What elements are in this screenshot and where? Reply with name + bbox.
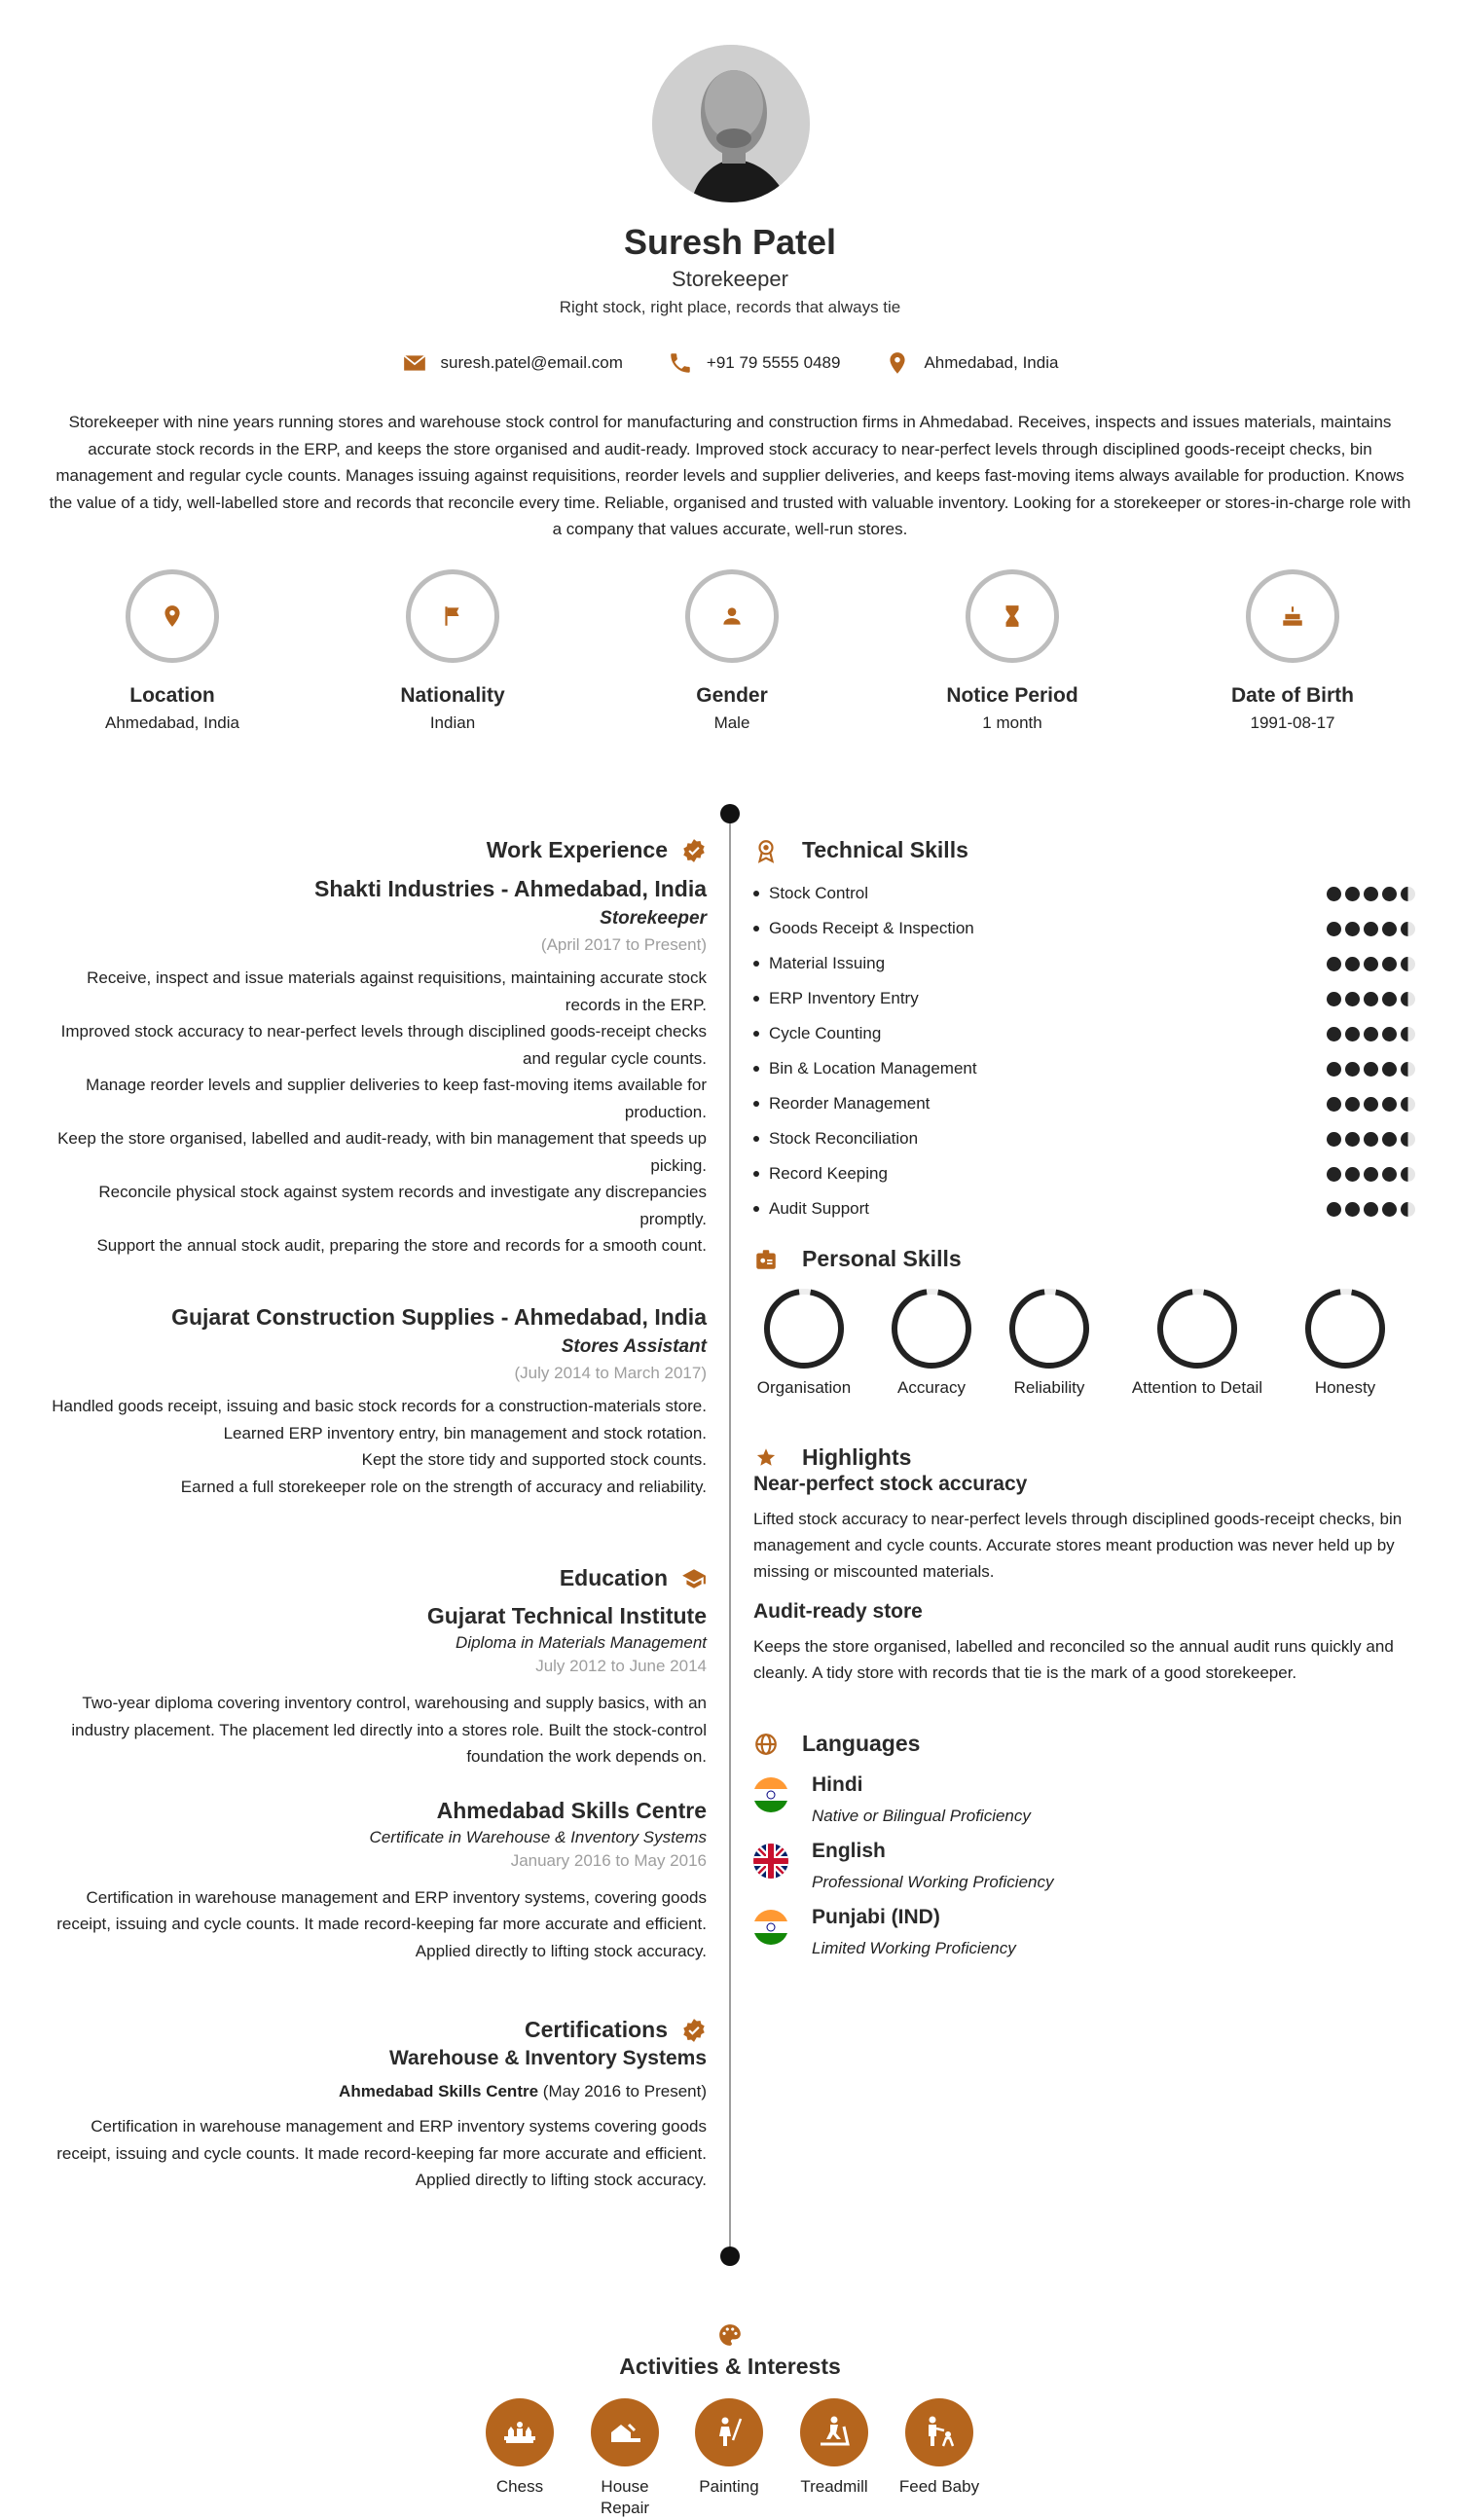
skill-ring — [762, 1287, 846, 1370]
education-dates: January 2016 to May 2016 — [510, 1850, 707, 1870]
rating-dot — [1364, 887, 1378, 901]
rating-dot — [1401, 1202, 1415, 1217]
language-name: Hindi — [812, 1773, 863, 1796]
rating-dot — [1401, 1167, 1415, 1182]
skill-rating — [1327, 1167, 1415, 1182]
job-bullets — [39, 965, 707, 1260]
personal-skill-label: Reliability — [1013, 1378, 1085, 1397]
job-dates: (July 2014 to March 2017) — [514, 1364, 707, 1382]
mail-icon — [402, 350, 427, 376]
technical-skills-heading: Technical Skills — [802, 837, 968, 862]
fact-value: Ahmedabad, India — [105, 713, 239, 732]
bullet-dot — [753, 1031, 759, 1037]
rating-dot — [1364, 957, 1378, 971]
rating-dot — [1401, 922, 1415, 936]
highlights-heading: Highlights — [802, 1444, 912, 1470]
education-description: Two-year diploma covering inventory control, warehousing and supply basics, with an industry placement. The placement led directly into a stores role. Built the stock-control foundation the work depends on. — [71, 1694, 707, 1766]
section-title — [753, 1246, 1415, 1272]
verified-badge-icon — [681, 2018, 707, 2043]
fact-value: Indian — [429, 713, 476, 732]
interest-circle — [695, 2398, 763, 2466]
bullet-dot — [753, 996, 759, 1002]
profile-summary: Storekeeper with nine years running stores and warehouse stock control for manufacturing and construction firms in Ahmedabad. Receives, inspects and issues materials, maintains accurate stock records in the ERP, and keeps the store organised and audit-ready. Improved stock accuracy to near-perfect levels through disciplined goods-receipt checks, bin management and regular cycle counts. Manages issuing against requisitions, reorder levels and supplier deliveries, and keeps fast-moving items always available for production. Knows the value of a tidy, well-labelled store and records that reconcile every time. Reliable, organised and trusted with valuable inventory. Looking for a storekeeper or stores-in-charge role with a company that values accurate, well-run stores. — [49, 413, 1411, 538]
personal-skill-label: Organisation — [756, 1378, 852, 1397]
highlight-title: Near-perfect stock accuracy — [753, 1473, 1028, 1495]
personal-skills-heading: Personal Skills — [802, 1246, 962, 1271]
job-bullet: Support the annual stock audit, preparing the store and records for a smooth count. — [96, 1236, 707, 1255]
rating-dot — [1382, 957, 1397, 971]
rating-dot — [1382, 1027, 1397, 1041]
languages-section — [753, 1731, 1415, 1757]
personal-skills-section — [753, 1246, 1415, 1272]
rating-dot — [1345, 992, 1360, 1006]
interest-painting — [685, 2398, 773, 2498]
fact-ring — [966, 569, 1059, 663]
candidate-role: Storekeeper — [672, 267, 788, 291]
job-role: Storekeeper — [600, 908, 707, 929]
fact-ring — [406, 569, 499, 663]
house-repair-icon — [603, 2411, 646, 2454]
education-school: Ahmedabad Skills Centre — [436, 1797, 707, 1823]
fact-ring — [685, 569, 779, 663]
education-heading: Education — [559, 1565, 668, 1590]
rating-dot — [1327, 1062, 1341, 1077]
fact-location — [55, 569, 289, 733]
technical-skill-row — [753, 1021, 1415, 1046]
skill-rating — [1327, 1132, 1415, 1147]
technical-skill-row — [753, 881, 1415, 906]
candidate-tagline: Right stock, right place, records that always tie — [559, 298, 901, 316]
rating-dot — [1345, 1167, 1360, 1182]
fact-title: Nationality — [400, 684, 505, 707]
technical-skills-section — [753, 837, 1415, 1231]
technical-skill-label: Record Keeping — [769, 1164, 888, 1183]
technical-skill-label: Goods Receipt & Inspection — [769, 919, 974, 937]
rating-dot — [1364, 992, 1378, 1006]
contact-email[interactable] — [402, 350, 623, 376]
graduation-cap-icon — [681, 1566, 707, 1591]
interest-circle — [800, 2398, 868, 2466]
contact-location-text: Ahmedabad, India — [924, 353, 1059, 372]
technical-skill-row — [753, 986, 1415, 1011]
rating-dot — [1327, 1027, 1341, 1041]
certification-issuer-line — [39, 2082, 707, 2101]
technical-skill-row — [753, 1091, 1415, 1116]
interests-heading: Activities & Interests — [619, 2354, 841, 2379]
timeline-line — [729, 814, 731, 2256]
technical-skill-row — [753, 916, 1415, 941]
skill-rating — [1327, 887, 1415, 901]
technical-skill-row — [753, 1056, 1415, 1081]
bullet-dot — [753, 961, 759, 967]
fact-ring — [1246, 569, 1339, 663]
candidate-name: Suresh Patel — [623, 222, 837, 262]
rating-dot — [1382, 1202, 1397, 1217]
interest-label: House Repair — [600, 2477, 650, 2517]
highlight-title: Audit-ready store — [753, 1600, 923, 1623]
education-description: Certification in warehouse management and ERP inventory systems, covering goods receipt, issuing and cycle counts. It made record-keeping far more accurate and efficient. Applied directly to lifting stock accuracy. — [56, 1887, 707, 1960]
technical-skill-label: Material Issuing — [769, 954, 886, 972]
language-name: English — [812, 1840, 886, 1862]
personal-skill-label: Attention to Detail — [1131, 1378, 1263, 1397]
id-badge-icon — [753, 1247, 779, 1272]
rating-dot — [1401, 992, 1415, 1006]
person-icon — [719, 603, 745, 629]
rating-dot — [1345, 1097, 1360, 1112]
technical-skill-row — [753, 1161, 1415, 1187]
section-title — [39, 837, 707, 863]
fact-value: 1 month — [982, 713, 1042, 732]
rating-dot — [1327, 992, 1341, 1006]
technical-skill-label: Stock Reconciliation — [769, 1129, 919, 1148]
fact-date-of-birth — [1176, 569, 1409, 733]
section-title — [39, 2017, 707, 2043]
interest-label: Feed Baby — [898, 2477, 980, 2496]
avatar — [652, 45, 810, 202]
rating-dot — [1401, 957, 1415, 971]
fact-title: Gender — [696, 684, 768, 707]
rating-dot — [1382, 922, 1397, 936]
rating-dot — [1327, 922, 1341, 936]
technical-skill-label: Cycle Counting — [769, 1024, 882, 1042]
job-entry — [39, 1304, 707, 1500]
skill-rating — [1327, 922, 1415, 936]
technical-skill-label: Stock Control — [769, 884, 869, 902]
flag-icon — [440, 603, 465, 629]
cake-icon — [1280, 603, 1305, 629]
job-bullets — [39, 1393, 707, 1500]
rating-dot — [1345, 1027, 1360, 1041]
contact-phone[interactable] — [668, 350, 841, 376]
bullet-dot — [753, 1101, 759, 1107]
painting-icon — [708, 2411, 750, 2454]
certification-name: Warehouse & Inventory Systems — [389, 2047, 707, 2069]
star-sparkle-icon — [753, 1445, 779, 1471]
job-company: Shakti Industries - Ahmedabad, India — [314, 876, 707, 901]
portrait-image — [652, 45, 810, 202]
section-title — [39, 1565, 707, 1591]
rating-dot — [1364, 1167, 1378, 1182]
job-bullet: Earned a full storekeeper role on the strength of accuracy and reliability. — [180, 1477, 707, 1496]
rating-dot — [1364, 1027, 1378, 1041]
section-title — [753, 837, 1415, 863]
treadmill-icon — [813, 2411, 856, 2454]
skill-rating — [1327, 957, 1415, 971]
rating-dot — [1382, 887, 1397, 901]
skill-rating — [1327, 1202, 1415, 1217]
skill-ring — [1303, 1287, 1387, 1370]
interest-label: Treadmill — [800, 2477, 868, 2496]
skill-rating — [1327, 1027, 1415, 1041]
languages-heading: Languages — [802, 1731, 921, 1756]
section-title — [753, 1731, 1415, 1757]
job-bullet: Reconcile physical stock against system records and investigate any discrepancies promptly. — [98, 1183, 707, 1228]
chess-icon — [498, 2411, 541, 2454]
job-dates: (April 2017 to Present) — [540, 935, 707, 954]
job-bullet: Keep the store organised, labelled and audit-ready, with bin management that speeds up picking. — [57, 1129, 707, 1175]
skill-rating — [1327, 1062, 1415, 1077]
education-degree: Diploma in Materials Management — [456, 1633, 707, 1652]
language-level: Native or Bilingual Proficiency — [812, 1807, 1031, 1825]
interest-circle — [905, 2398, 973, 2466]
personal-skill — [1267, 1287, 1423, 1398]
fact-gender — [615, 569, 849, 733]
interest-treadmill — [790, 2398, 878, 2498]
bullet-dot — [753, 1136, 759, 1142]
award-ribbon-icon — [753, 838, 779, 863]
rating-dot — [1382, 1132, 1397, 1147]
india-flag-icon — [753, 1910, 788, 1945]
technical-skill-row — [753, 951, 1415, 976]
fact-nationality — [336, 569, 569, 733]
section-title — [753, 1444, 1415, 1471]
rating-dot — [1382, 1062, 1397, 1077]
location-pin-icon — [160, 603, 185, 629]
job-role: Stores Assistant — [561, 1336, 707, 1357]
interest-chess — [476, 2398, 564, 2498]
bullet-dot — [753, 891, 759, 896]
rating-dot — [1401, 887, 1415, 901]
job-company: Gujarat Construction Supplies - Ahmedabad, India — [171, 1304, 707, 1330]
rating-dot — [1364, 1097, 1378, 1112]
job-bullet: Kept the store tidy and supported stock counts. — [361, 1450, 707, 1469]
language-level: Professional Working Proficiency — [812, 1873, 1054, 1891]
language-level: Limited Working Proficiency — [812, 1939, 1016, 1957]
interest-circle — [486, 2398, 554, 2466]
education-degree: Certificate in Warehouse & Inventory Systems — [369, 1827, 707, 1846]
job-bullet: Learned ERP inventory entry, bin management and stock rotation. — [223, 1423, 707, 1443]
job-bullet: Receive, inspect and issue materials against requisitions, maintaining accurate stock records in the ERP. — [87, 968, 707, 1014]
fact-title: Date of Birth — [1231, 684, 1354, 707]
globe-icon — [753, 1732, 779, 1757]
certification-issuer: Ahmedabad Skills Centre — [339, 2082, 539, 2100]
rating-dot — [1327, 1202, 1341, 1217]
feed-baby-icon — [918, 2411, 961, 2454]
bullet-dot — [753, 1171, 759, 1177]
bullet-dot — [753, 1066, 759, 1072]
education-section — [39, 1565, 707, 1964]
technical-skill-label: Audit Support — [769, 1199, 870, 1218]
palette-icon — [717, 2322, 743, 2348]
technical-skill-label: ERP Inventory Entry — [769, 989, 919, 1007]
uk-flag-icon — [753, 1844, 788, 1879]
technical-skill-row — [753, 1196, 1415, 1222]
fact-value: 1991-08-17 — [1250, 713, 1335, 732]
rating-dot — [1327, 1167, 1341, 1182]
personal-skills-list — [753, 1287, 1415, 1413]
certifications-heading: Certifications — [525, 2017, 668, 2042]
rating-dot — [1401, 1132, 1415, 1147]
skill-ring — [1155, 1287, 1239, 1370]
bullet-dot — [753, 926, 759, 931]
language-name: Punjabi (IND) — [812, 1906, 940, 1928]
india-flag-icon — [753, 1777, 788, 1812]
skill-ring — [1007, 1287, 1091, 1370]
verified-badge-icon — [681, 838, 707, 863]
certification-dates: (May 2016 to Present) — [542, 2082, 707, 2100]
fact-notice-period — [895, 569, 1129, 733]
work-experience-section — [39, 837, 707, 863]
skill-rating — [1327, 1097, 1415, 1112]
fact-title: Notice Period — [946, 684, 1078, 707]
job-bullet: Handled goods receipt, issuing and basic stock records for a construction-materials store. — [52, 1397, 707, 1415]
highlight-text: Lifted stock accuracy to near-perfect levels through disciplined goods-receipt checks, bin management and cycle counts. Accurate stores meant production was never held up by missing or miscounted materials. — [753, 1510, 1403, 1581]
personal-skill-label: Accuracy — [897, 1378, 966, 1397]
rating-dot — [1345, 1132, 1360, 1147]
highlights-section — [753, 1444, 1415, 1686]
phone-icon — [668, 350, 693, 376]
interest-circle — [591, 2398, 659, 2466]
location-pin-icon — [885, 350, 910, 376]
contact-location[interactable] — [885, 350, 1058, 376]
personal-skill — [1119, 1287, 1275, 1398]
bullet-dot — [753, 1206, 759, 1212]
fact-value: Male — [713, 713, 750, 732]
education-dates: July 2012 to June 2014 — [535, 1657, 707, 1675]
technical-skill-label: Reorder Management — [769, 1094, 931, 1113]
timeline-start-dot — [720, 804, 740, 823]
rating-dot — [1364, 1202, 1378, 1217]
rating-dot — [1345, 957, 1360, 971]
rating-dot — [1401, 1062, 1415, 1077]
rating-dot — [1401, 1027, 1415, 1041]
rating-dot — [1345, 1202, 1360, 1217]
rating-dot — [1327, 1132, 1341, 1147]
job-bullet: Improved stock accuracy to near-perfect levels through disciplined goods-receipt checks and regular cycle counts. — [60, 1022, 707, 1068]
job-bullet: Manage reorder levels and supplier deliveries to keep fast-moving items available for production. — [86, 1076, 707, 1121]
rating-dot — [1364, 922, 1378, 936]
work-experience-heading: Work Experience — [486, 837, 668, 862]
technical-skill-row — [753, 1126, 1415, 1151]
rating-dot — [1382, 1097, 1397, 1112]
rating-dot — [1345, 922, 1360, 936]
skill-ring — [890, 1287, 973, 1370]
rating-dot — [1364, 1132, 1378, 1147]
hourglass-icon — [1000, 603, 1025, 629]
personal-skill-label: Honesty — [1314, 1378, 1376, 1397]
interest-label: Painting — [699, 2477, 759, 2496]
fact-ring — [126, 569, 219, 663]
job-entry — [39, 876, 707, 1260]
rating-dot — [1345, 887, 1360, 901]
contact-phone-text: +91 79 5555 0489 — [706, 353, 841, 372]
interest-feed-baby — [895, 2398, 983, 2498]
skill-rating — [1327, 992, 1415, 1006]
rating-dot — [1382, 1167, 1397, 1182]
rating-dot — [1382, 992, 1397, 1006]
certification-description: Certification in warehouse management and ERP inventory systems covering goods receipt, issuing and cycle counts. It made record-keeping far more accurate and efficient. Applied directly to lifting stock accuracy. — [56, 2117, 707, 2189]
personal-skill — [971, 1287, 1127, 1398]
rating-dot — [1327, 887, 1341, 901]
highlight-text: Keeps the store organised, labelled and reconciled so the annual audit runs quickly and cleanly. A tidy store with records that tie is the mark of a good storekeeper. — [753, 1637, 1394, 1682]
interest-label: Chess — [495, 2477, 544, 2496]
rating-dot — [1327, 1097, 1341, 1112]
certifications-section — [39, 2017, 707, 2194]
education-school: Gujarat Technical Institute — [426, 1603, 707, 1628]
rating-dot — [1327, 957, 1341, 971]
technical-skill-label: Bin & Location Management — [769, 1059, 977, 1077]
interest-house-repair — [581, 2398, 669, 2519]
timeline-end-dot — [720, 2246, 740, 2266]
rating-dot — [1345, 1062, 1360, 1077]
contact-email-text: suresh.patel@email.com — [440, 353, 623, 372]
technical-skills-list — [753, 881, 1415, 1231]
contact-bar — [0, 350, 1460, 376]
rating-dot — [1401, 1097, 1415, 1112]
fact-title: Location — [129, 684, 215, 707]
rating-dot — [1364, 1062, 1378, 1077]
